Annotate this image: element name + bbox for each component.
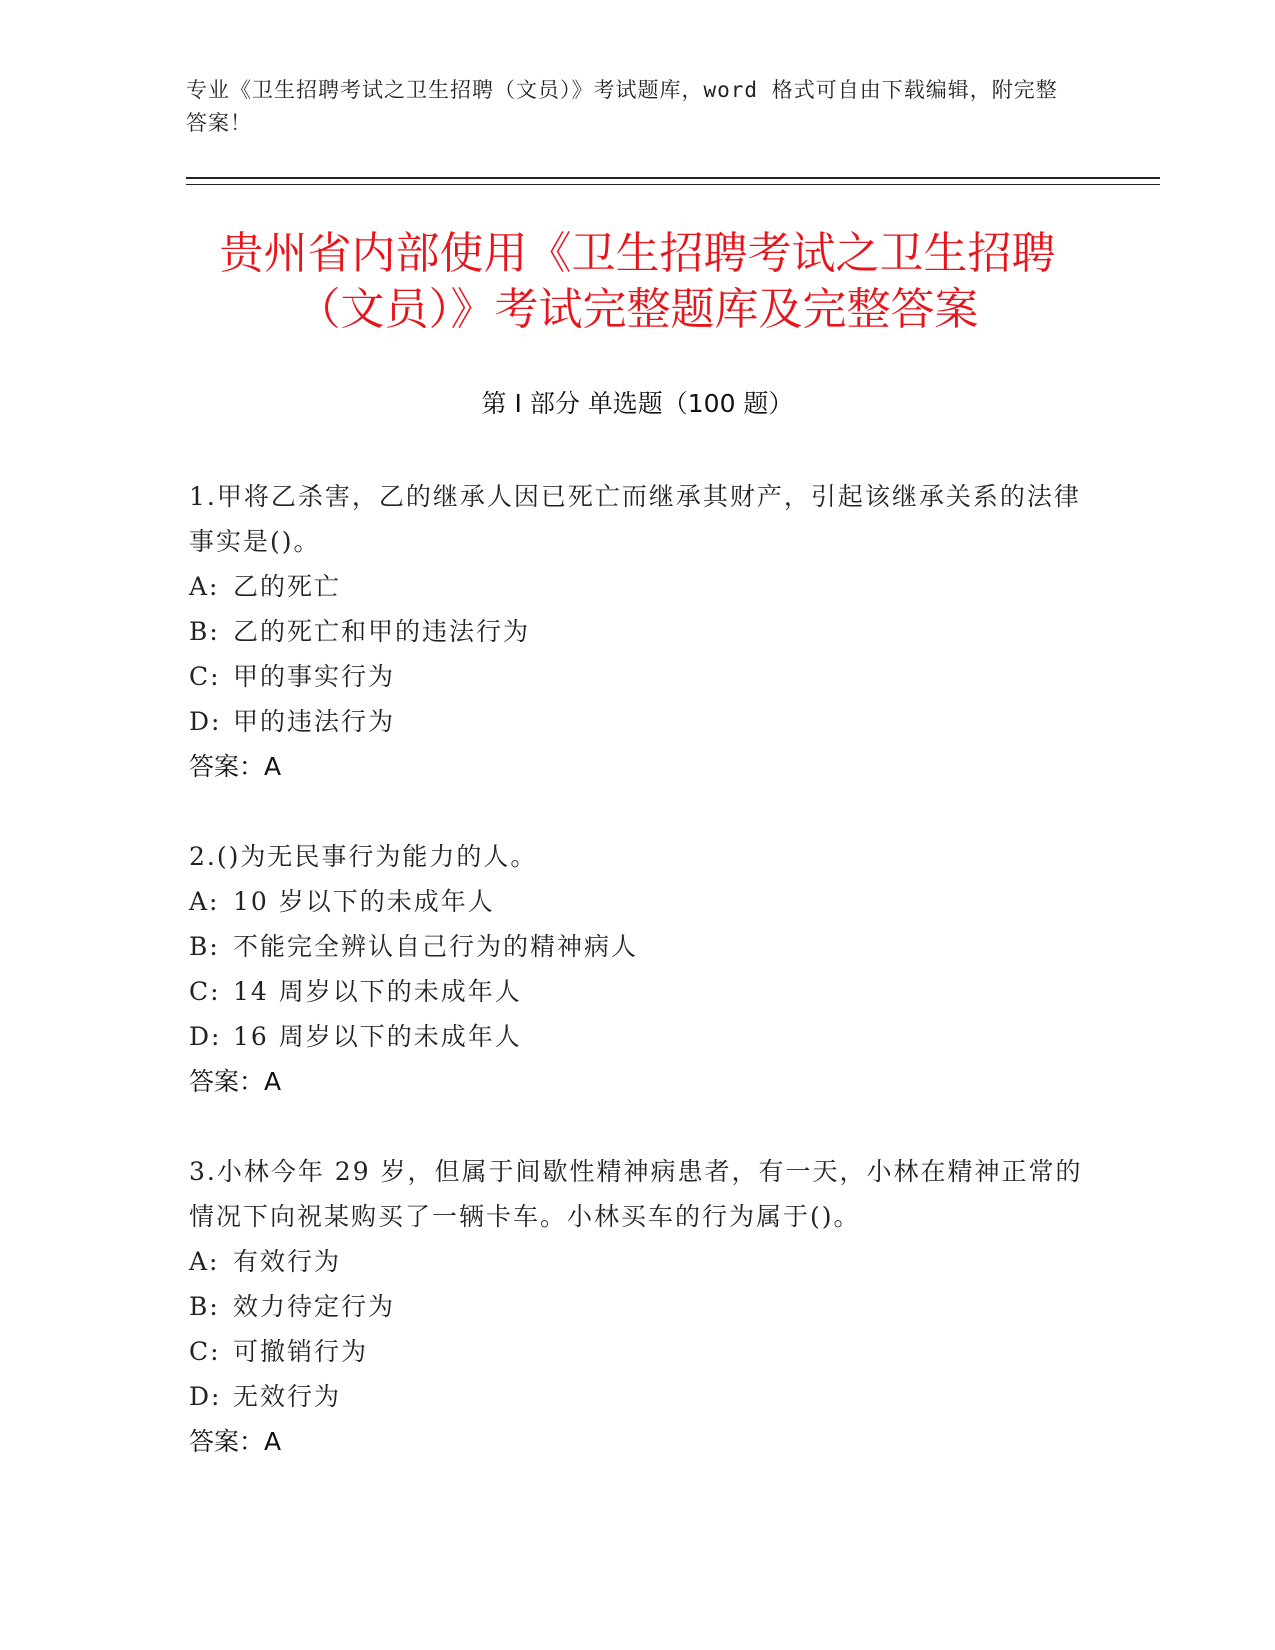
option-c (189, 969, 1089, 1014)
option-a (189, 1239, 1089, 1284)
header-divider-thick (186, 177, 1160, 179)
option-text: 乙的死亡 (233, 572, 342, 601)
option-c (189, 1329, 1089, 1374)
answer-value: A (264, 752, 282, 781)
option-letter: A: (189, 1247, 220, 1276)
option-letter: C: (189, 1337, 221, 1366)
option-letter: B: (189, 932, 220, 961)
option-text: 甲的事实行为 (233, 662, 396, 691)
document-title: 贵州省内部使用《卫生招聘考试之卫生招聘（文员）》考试完整题库及完整答案 (219, 228, 1056, 335)
option-d (189, 699, 1089, 744)
option-c (189, 654, 1089, 699)
option-letter: B: (189, 617, 220, 646)
option-d (189, 1374, 1089, 1419)
option-letter: B: (189, 1292, 220, 1321)
option-b (189, 924, 1089, 969)
option-d (189, 1014, 1089, 1059)
option-text: 不能完全辨认自己行为的精神病人 (233, 932, 639, 961)
option-text: 效力待定行为 (233, 1292, 396, 1321)
answer-prefix: 答案： (189, 1427, 265, 1456)
option-letter: C: (189, 662, 221, 691)
option-letter: A: (189, 572, 220, 601)
option-text: 乙的死亡和甲的违法行为 (233, 617, 531, 646)
question-3 (189, 1149, 1089, 1465)
header-note: 专业《卫生招聘考试之卫生招聘（文员）》考试题库，word 格式可自由下载编辑，附完整答案！ (186, 78, 1058, 135)
question-stem: 3.小林今年 29 岁，但属于间歇性精神病患者，有一天，小林在精神正常的情况下向祝某购买了一辆卡车。小林买车的行为属于()。 (189, 1157, 1083, 1231)
option-text: 10 岁以下的未成年人 (233, 887, 495, 916)
option-letter: D: (189, 707, 222, 736)
option-a (189, 879, 1089, 924)
option-letter: A: (189, 887, 220, 916)
answer-value: A (264, 1427, 282, 1456)
question-2 (189, 834, 1089, 1105)
option-letter: D: (189, 1382, 222, 1411)
question-1 (189, 474, 1089, 790)
option-text: 无效行为 (233, 1382, 342, 1411)
option-letter: D: (189, 1022, 222, 1051)
answer-line (189, 1419, 1089, 1465)
option-letter: C: (189, 977, 221, 1006)
option-b (189, 1284, 1089, 1329)
question-list (189, 474, 1089, 1509)
answer-value: A (264, 1067, 282, 1096)
option-text: 14 周岁以下的未成年人 (233, 977, 522, 1006)
question-stem: 2.()为无民事行为能力的人。 (189, 842, 538, 871)
option-a (189, 564, 1089, 609)
section-heading: 第 I 部分 单选题（100 题） (481, 389, 794, 418)
question-stem: 1.甲将乙杀害，乙的继承人因已死亡而继承其财产，引起该继承关系的法律事实是()。 (189, 482, 1081, 556)
option-text: 可撤销行为 (233, 1337, 369, 1366)
option-text: 有效行为 (233, 1247, 342, 1276)
answer-line (189, 744, 1089, 790)
option-text: 甲的违法行为 (233, 707, 396, 736)
answer-prefix: 答案： (189, 1067, 265, 1096)
answer-line (189, 1059, 1089, 1105)
option-text: 16 周岁以下的未成年人 (233, 1022, 522, 1051)
option-b (189, 609, 1089, 654)
header-divider-thin (186, 184, 1160, 185)
answer-prefix: 答案： (189, 752, 265, 781)
